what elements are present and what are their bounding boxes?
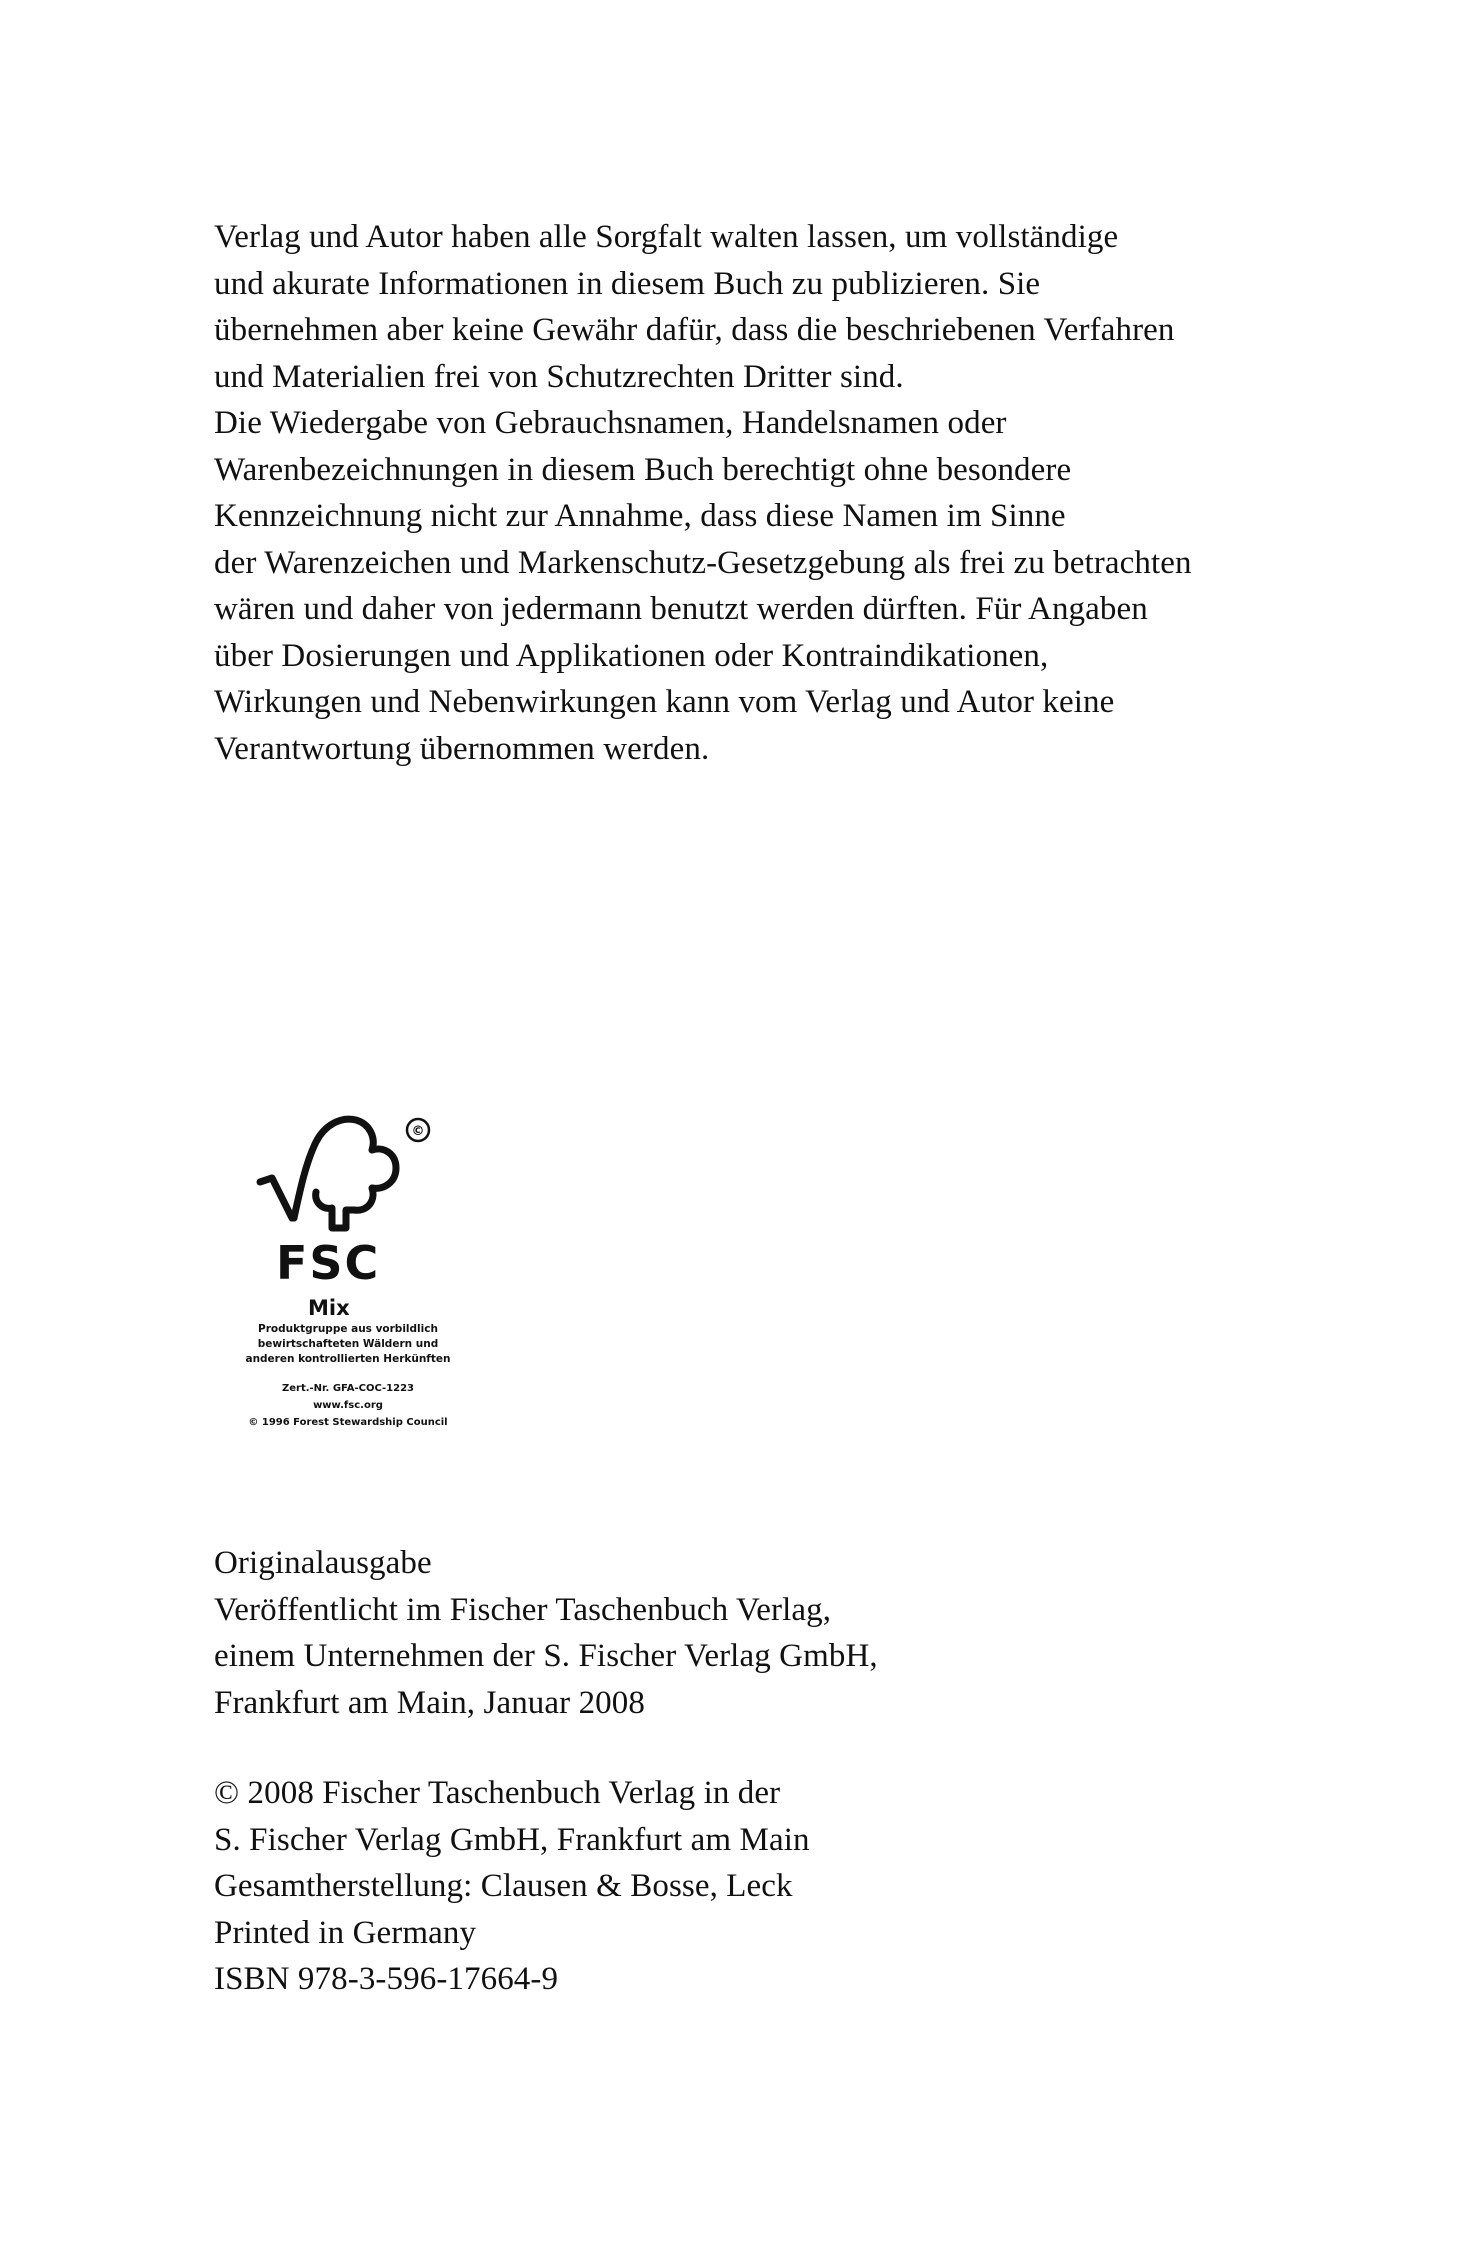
isbn: ISBN 978-3-596-17664-9 bbox=[214, 1961, 559, 1997]
fsc-letters: FSC bbox=[276, 1236, 381, 1290]
fsc-website: www.fsc.org bbox=[313, 1400, 383, 1411]
disclaimer-line: Die Wiedergabe von Gebrauchsnamen, Handelsnamen oder bbox=[214, 405, 1007, 441]
disclaimer-line: der Warenzeichen und Markenschutz-Gesetzgebung als frei zu betrachten bbox=[214, 544, 1192, 581]
disclaimer-line: Kennzeichnung nicht zur Annahme, dass diese Namen im Sinne bbox=[214, 498, 1066, 534]
fsc-tree-checkmark-icon bbox=[250, 1110, 450, 1240]
disclaimer-line: Verlag und Autor haben alle Sorgfalt walten lassen, um vollständige bbox=[214, 219, 1119, 255]
fsc-registered-mark: © bbox=[411, 1124, 425, 1139]
disclaimer-line: und Materialien frei von Schutzrechten Dritter sind. bbox=[214, 358, 904, 395]
disclaimer-line: übernehmen aber keine Gewähr dafür, dass die beschriebenen Verfahren bbox=[214, 312, 1175, 348]
edition-line: einem Unternehmen der S. Fischer Verlag GmbH, bbox=[214, 1638, 878, 1674]
printer-line: S. Fischer Verlag GmbH, Frankfurt am Main bbox=[214, 1821, 810, 1858]
disclaimer-paragraph bbox=[214, 214, 1294, 772]
fsc-description-line: bewirtschafteten Wäldern und bbox=[257, 1338, 439, 1350]
edition-line: Frankfurt am Main, Januar 2008 bbox=[214, 1684, 645, 1721]
fsc-mix-label: Mix bbox=[308, 1296, 350, 1320]
disclaimer-line: über Dosierungen und Applikationen oder Kontraindikationen, bbox=[214, 637, 1049, 674]
production-line: Gesamtherstellung: Clausen & Bosse, Leck bbox=[214, 1868, 793, 1904]
disclaimer-line: und akurate Informationen in diesem Buch zu publizieren. Sie bbox=[214, 265, 1041, 302]
fsc-certification bbox=[228, 1380, 468, 1431]
disclaimer-line: wären und daher von jedermann benutzt werden dürften. Für Angaben bbox=[214, 591, 1148, 627]
fsc-description-line: anderen kontrollierten Herkünften bbox=[245, 1353, 451, 1365]
copyright-line: © 2008 Fischer Taschenbuch Verlag in der bbox=[214, 1775, 781, 1811]
disclaimer-line: Wirkungen und Nebenwirkungen kann vom Verlag und Autor keine bbox=[214, 684, 1115, 720]
fsc-description-line: Produktgruppe aus vorbildlich bbox=[258, 1323, 438, 1335]
fsc-copyright: © 1996 Forest Stewardship Council bbox=[248, 1417, 448, 1428]
disclaimer-line: Verantwortung übernommen werden. bbox=[214, 730, 710, 767]
fsc-logo bbox=[236, 1110, 466, 1450]
edition-line: Originalausgabe bbox=[214, 1545, 432, 1581]
fsc-cert-number: Zert.-Nr. GFA-COC-1223 bbox=[281, 1383, 415, 1394]
fsc-description bbox=[228, 1322, 468, 1367]
edition-line: Veröffentlicht im Fischer Taschenbuch Verlag, bbox=[214, 1591, 832, 1628]
edition-info bbox=[214, 1540, 1114, 1726]
copyright-info bbox=[214, 1770, 1114, 2003]
disclaimer-line: Warenbezeichnungen in diesem Buch berechtigt ohne besondere bbox=[214, 451, 1072, 488]
printed-in-line: Printed in Germany bbox=[214, 1914, 477, 1951]
